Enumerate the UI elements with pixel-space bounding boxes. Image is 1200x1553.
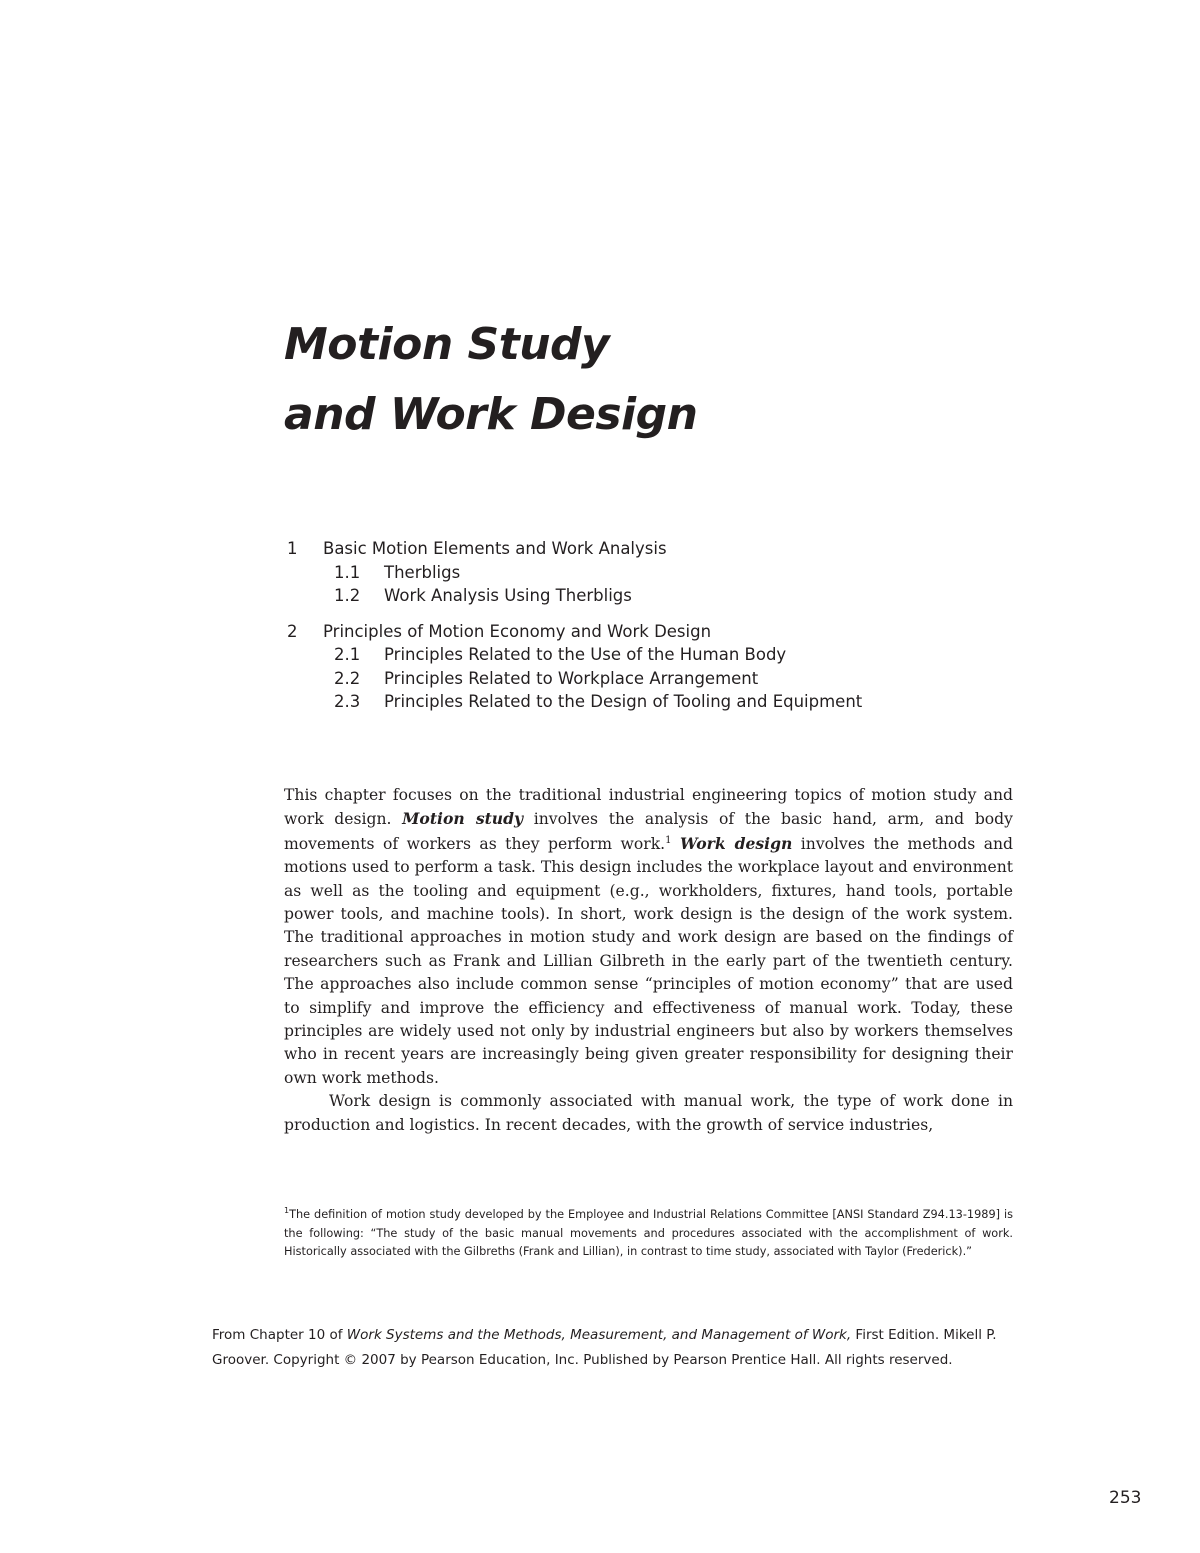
- toc-number: 2.3: [334, 692, 361, 711]
- toc-item-1-2[interactable]: [287, 584, 987, 608]
- toc-label: Principles Related to the Design of Tooling and Equipment: [384, 692, 863, 711]
- footnote-reference[interactable]: 1: [665, 834, 672, 846]
- chapter-intro-text: [284, 784, 1013, 1137]
- toc-label: Basic Motion Elements and Work Analysis: [323, 539, 667, 558]
- chapter-title: [284, 310, 697, 450]
- toc-label: Principles Related to the Use of the Human Body: [384, 645, 787, 664]
- source-suffix: First Edition. Mikell P. Groover. Copyright © 2007 by Pearson Education, Inc. Published by Pearson Prentice Hall. All rights reserved.: [212, 1327, 997, 1368]
- toc-item-2-2[interactable]: [287, 667, 987, 691]
- footnote-text: The definition of motion study developed by the Employee and Industrial Relations Committee [ANSI Standard Z94.13-1989] is the following: “The study of the basic manual movements and procedures associated with the accomplishment of work. Historically associated with the Gilbreths (Frank and Lillian), in contrast to time study, associated with Taylor (Frederick).”: [284, 1208, 1013, 1258]
- footnote: [284, 1206, 1013, 1262]
- intro-paragraph-1: [284, 784, 1013, 1090]
- term-work-design: Work design: [679, 833, 793, 853]
- page-number: 253: [1109, 1488, 1142, 1508]
- footnote-number: 1: [284, 1206, 290, 1216]
- toc-label: Work Analysis Using Therbligs: [384, 586, 632, 605]
- source-book-title: Work Systems and the Methods, Measurement, and Management of Work,: [346, 1327, 852, 1343]
- intro-paragraph-2: Work design is commonly associated with manual work, the type of work done in production and logistics. In recent decades, with the growth of service industries,: [284, 1092, 1013, 1134]
- toc-item-2-3[interactable]: [287, 690, 987, 714]
- chapter-title-line-1: Motion Study: [284, 319, 610, 370]
- toc-number: 1.2: [334, 586, 361, 605]
- toc-number: 2: [287, 621, 298, 641]
- toc-number: 1: [287, 539, 298, 558]
- toc-item-1[interactable]: [287, 537, 987, 561]
- toc-label: Principles of Motion Economy and Work Design: [323, 621, 712, 641]
- toc-number: 2.1: [334, 645, 361, 664]
- source-credit: [212, 1323, 1032, 1373]
- toc-item-2[interactable]: [287, 620, 987, 644]
- paragraph-text: involves the analysis of the basic hand, arm, and body movements of workers as they perform work.: [284, 810, 1013, 853]
- source-prefix: From Chapter 10 of: [212, 1327, 347, 1343]
- toc-number: 1.1: [334, 562, 361, 582]
- paragraph-text: involves the methods and motions used to perform a task. This design includes the workplace layout and environment as well as the tooling and equipment (e.g., workholders, fixtures, hand tools, portable power tools, and machine tools). In short, work design is the design of the work system. The traditional approaches in motion study and work design are based on the findings of researchers such as Frank and Lillian Gilbreth in the early part of the twentieth century. The approaches also include common sense “principles of motion economy” that are used to simplify and improve the efficiency and effectiveness of manual work. Today, these principles are widely used not only by industrial engineers but also by workers themselves who in recent years are increasingly being given greater responsibility for designing their own work methods.: [284, 834, 1014, 1087]
- toc-item-1-1[interactable]: [287, 561, 987, 585]
- term-motion-study: Motion study: [402, 809, 524, 829]
- toc-label: Therbligs: [384, 562, 461, 582]
- chapter-title-line-2: and Work Design: [284, 389, 698, 440]
- toc-label: Principles Related to Workplace Arrangement: [384, 668, 759, 688]
- toc-number: 2.2: [334, 668, 361, 688]
- table-of-contents: [287, 537, 987, 714]
- paragraph-text: This chapter focuses on the traditional industrial engineering topics of motion study and work design.: [284, 786, 1013, 829]
- toc-item-2-1[interactable]: [287, 643, 987, 667]
